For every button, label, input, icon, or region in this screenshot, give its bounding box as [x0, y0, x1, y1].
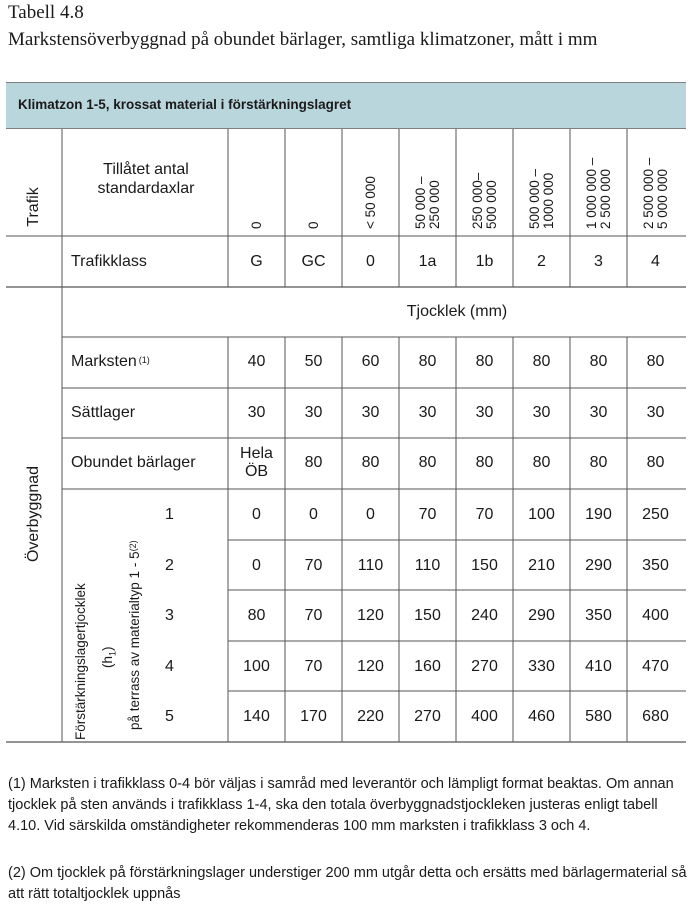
value-cell: 470 — [642, 657, 669, 675]
value-cell: 80 — [418, 353, 437, 370]
value-cell: 110 — [357, 556, 384, 574]
axlar-value: 500 000 – 1000 000 — [526, 168, 556, 229]
axlar-value: 250 000– 500 000 — [469, 172, 499, 229]
value-cell: 80 — [532, 454, 551, 471]
value-cell: 580 — [585, 707, 612, 725]
value-cell: 80 — [589, 454, 608, 471]
value-cell: 0 — [366, 505, 375, 523]
value-cell: 70 — [475, 505, 494, 523]
value-cell: 80 — [304, 454, 323, 471]
value-cell: 30 — [418, 404, 437, 421]
value-cell: 410 — [585, 657, 612, 675]
trafikklass-value: 3 — [594, 252, 603, 270]
trafikklass-value: GC — [301, 252, 326, 270]
value-cell: 240 — [471, 606, 498, 624]
value-cell: 30 — [361, 404, 380, 421]
trafikklass-value: 0 — [366, 252, 375, 270]
trafikklass-value: G — [250, 252, 263, 270]
value-cell: 70 — [304, 556, 323, 574]
materialtyp-label: 2 — [165, 556, 174, 574]
value-cell: 80 — [646, 353, 665, 370]
value-cell: 680 — [642, 707, 669, 725]
value-cell: 400 — [642, 606, 669, 624]
value-cell: 150 — [471, 556, 498, 574]
axlar-value: 0 — [248, 221, 264, 229]
row-label — [71, 337, 226, 387]
materialtyp-label: 5 — [165, 707, 174, 725]
value-cell: 80 — [247, 606, 266, 624]
value-cell: 150 — [414, 606, 441, 624]
materialtyp-label: 3 — [165, 606, 174, 624]
value-cell: 190 — [585, 505, 612, 523]
forstark-label-line2: (h — [100, 655, 115, 668]
forstark-label-note: (2) — [128, 540, 138, 552]
value-cell: 30 — [646, 404, 665, 421]
value-cell: 80 — [475, 353, 494, 370]
trafikklass-value: 1a — [418, 252, 437, 270]
value-cell: 80 — [532, 353, 551, 370]
value-cell: 120 — [357, 657, 384, 675]
trafikklass-value: 1b — [475, 252, 494, 270]
value-cell: 330 — [528, 657, 555, 675]
value-cell: 270 — [414, 707, 441, 725]
value-cell: 80 — [418, 454, 437, 471]
axlar-value: < 50 000 — [362, 176, 378, 229]
forstark-label — [74, 583, 88, 740]
forstark-label-line2-end: ) — [100, 646, 115, 651]
value-cell: 120 — [357, 606, 384, 624]
forstark-label-line3: på terrass av materialtyp 1 - 5 — [127, 551, 142, 730]
row-trafikklass-label: Trafikklass — [71, 252, 147, 270]
forstark-label-line1: Förstärkningslagertjocklek — [73, 583, 88, 740]
row-label — [71, 438, 226, 488]
row-label-text: Marksten — [71, 353, 137, 370]
value-cell: 250 — [642, 505, 669, 523]
value-cell: 30 — [247, 404, 266, 421]
table-caption: Markstensöverbyggnad på obundet bärlager, samtliga klimatzoner, mått i mm — [8, 29, 598, 50]
overbyggnad-label: Överbyggnad — [25, 465, 42, 563]
value-cell: 0 — [252, 505, 261, 523]
materialtyp-label: 4 — [165, 657, 174, 675]
materialtyp-label: 1 — [165, 505, 174, 523]
value-cell: 50 — [304, 353, 323, 370]
footnote-2: (2) Om tjocklek på förstärkningslager understiger 200 mm utgår detta och ersätts med bärlagermaterial så att rätt totaltjocklek uppnås — [8, 865, 687, 902]
value-cell: 70 — [418, 505, 437, 523]
forstark-label-terrass — [128, 540, 142, 730]
trafikklass-value: 4 — [651, 252, 660, 270]
value-cell: 110 — [414, 556, 441, 574]
table-number: Tabell 4.8 — [8, 2, 84, 23]
value-cell: 30 — [532, 404, 551, 421]
row-label-text: Obundet bärlager — [71, 454, 196, 471]
value-cell: 30 — [589, 404, 608, 421]
thickness-header: Tjocklek (mm) — [406, 303, 508, 320]
value-cell: 70 — [304, 606, 323, 624]
forstark-label-h — [101, 646, 120, 668]
value-cell: 220 — [357, 707, 384, 725]
value-cell: 100 — [528, 505, 555, 523]
value-cell: 270 — [471, 657, 498, 675]
value-cell: 70 — [304, 657, 323, 675]
value-cell: 0 — [252, 556, 261, 574]
row-label-text: Sättlager — [71, 404, 136, 421]
value-cell: 60 — [361, 353, 380, 370]
trafik-label: Trafik — [25, 187, 42, 227]
value-cell: 0 — [309, 505, 318, 523]
footnote-1: (1) Marksten i trafikklass 0-4 bör väljas i samråd med leverantör och lämpligt format beaktas. Om annan tjocklek på sten används i trafikklass 1-4, ska den totala överbyggnadstjockleken justeras enligt tabell 4.10. Vid särskilda omständigheter rekommenderas 100 mm marksten i trafikklass 3 och 4. — [8, 776, 674, 834]
value-cell: 170 — [300, 707, 327, 725]
value-cell: Hela ÖB — [240, 445, 273, 480]
axlar-value: 2 500 000 – 5 000 000 — [640, 157, 670, 229]
value-cell: 30 — [475, 404, 494, 421]
value-cell: 80 — [361, 454, 380, 471]
value-cell: 290 — [528, 606, 555, 624]
value-cell: 290 — [585, 556, 612, 574]
trafikklass-value: 2 — [537, 252, 546, 270]
axlar-value: 0 — [305, 221, 321, 229]
row-label-note: (1) — [138, 354, 150, 365]
value-cell: 160 — [414, 657, 441, 675]
row-label — [71, 388, 226, 438]
value-cell: 210 — [528, 556, 555, 574]
value-cell: 100 — [243, 657, 270, 675]
value-cell: 80 — [589, 353, 608, 370]
forstark-label-sub: 1 — [107, 650, 118, 656]
value-cell: 80 — [646, 454, 665, 471]
value-cell: 350 — [642, 556, 669, 574]
row-axlar-label: Tillåtet antal standardaxlar — [97, 161, 195, 197]
value-cell: 30 — [304, 404, 323, 421]
value-cell: 460 — [528, 707, 555, 725]
value-cell: 350 — [585, 606, 612, 624]
value-cell: 400 — [471, 707, 498, 725]
axlar-value: 1 000 000 – 2 500 000 — [583, 157, 613, 229]
zone-header: Klimatzon 1-5, krossat material i förstärkningslagret — [18, 97, 352, 112]
value-cell: 40 — [247, 353, 266, 370]
value-cell: 140 — [243, 707, 270, 725]
axlar-value: 50 000 – 250 000 — [412, 176, 442, 229]
value-cell: 80 — [475, 454, 494, 471]
